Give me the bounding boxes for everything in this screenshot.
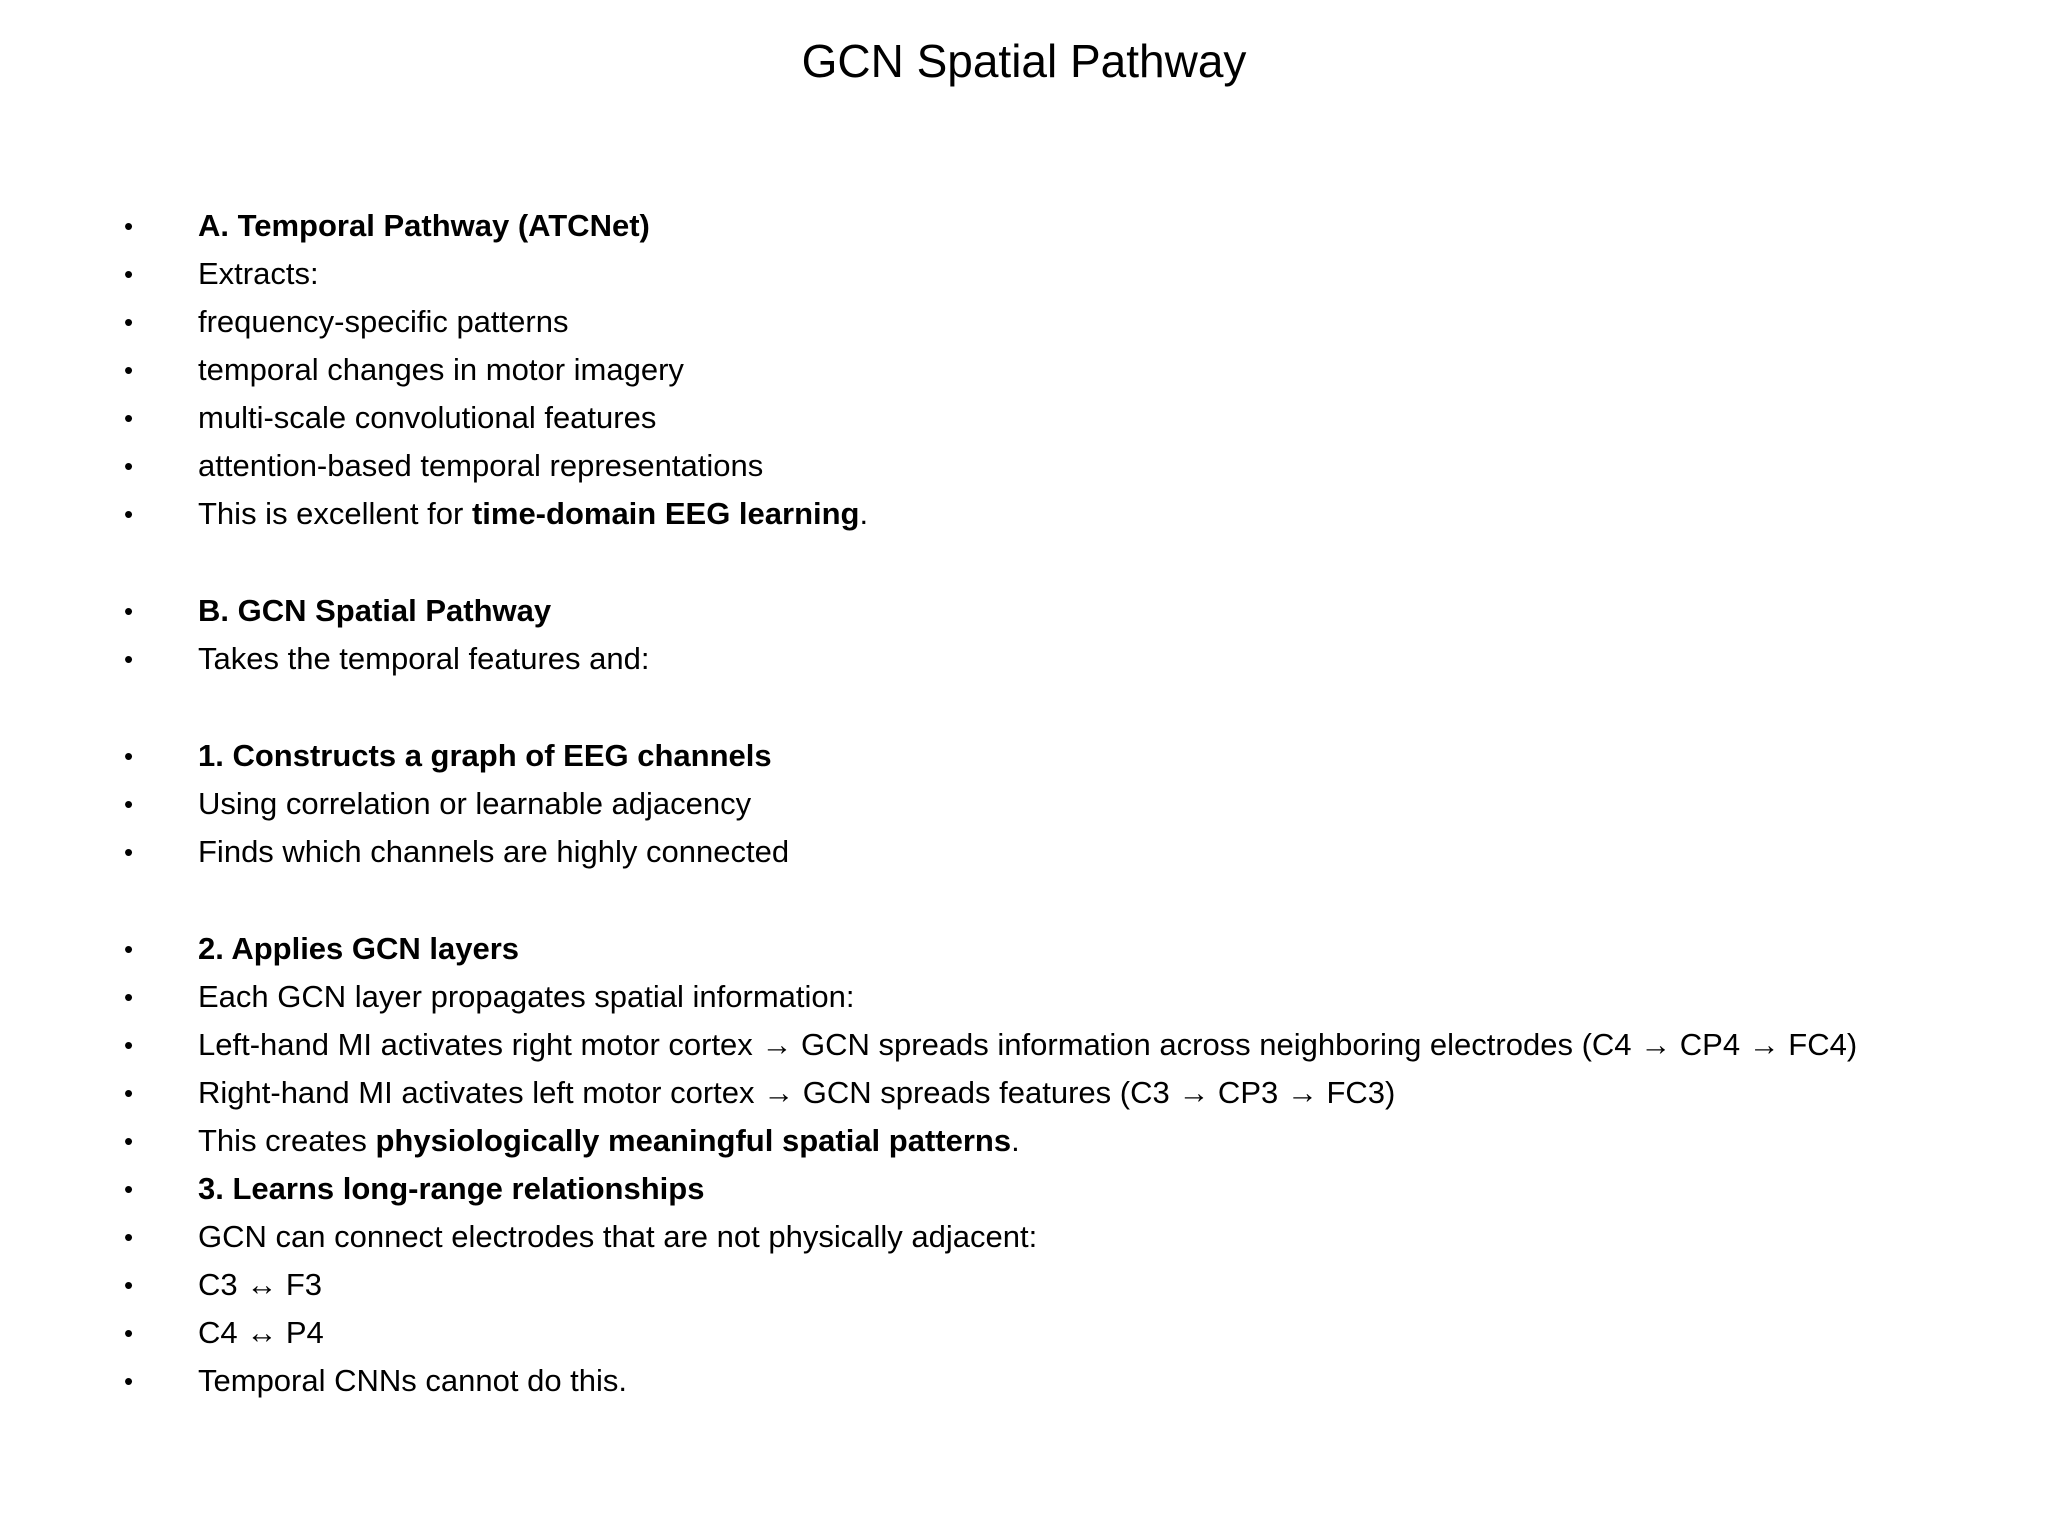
bold-text-segment: B. GCN Spatial Pathway bbox=[198, 593, 552, 628]
text-segment: temporal changes in motor imagery bbox=[198, 352, 684, 387]
bullet-item bbox=[0, 250, 2048, 298]
bullet-dot-icon: • bbox=[124, 1174, 134, 1204]
bold-text-segment: physiologically meaningful spatial patterns bbox=[375, 1123, 1012, 1158]
text-segment: This is excellent for bbox=[198, 496, 472, 531]
bullet-dot-icon: • bbox=[124, 355, 134, 385]
bullet-item bbox=[0, 1261, 2048, 1309]
bullet-text bbox=[198, 1261, 322, 1309]
bullet-text bbox=[198, 346, 684, 394]
bullet-dot-icon: • bbox=[124, 741, 134, 771]
bullet-text bbox=[198, 1309, 324, 1357]
bullet-text bbox=[198, 587, 551, 635]
bullet-dot-icon: • bbox=[124, 1270, 134, 1300]
bullet-dot-icon: • bbox=[124, 259, 134, 289]
bullet-item bbox=[0, 732, 2048, 780]
bullet-text bbox=[198, 1069, 1395, 1117]
text-segment: C4 ↔ P4 bbox=[198, 1315, 324, 1350]
text-segment: attention-based temporal representations bbox=[198, 448, 764, 483]
bullet-item bbox=[0, 490, 2048, 538]
text-segment: frequency-specific patterns bbox=[198, 304, 569, 339]
bullet-item bbox=[0, 973, 2048, 1021]
bullet-text bbox=[198, 973, 855, 1021]
text-segment: Using correlation or learnable adjacency bbox=[198, 786, 752, 821]
bullet-item bbox=[0, 1021, 2048, 1069]
text-segment: multi-scale convolutional features bbox=[198, 400, 657, 435]
bullet-item bbox=[0, 1213, 2048, 1261]
bullet-text bbox=[198, 442, 763, 490]
bullet-text bbox=[198, 780, 751, 828]
bullet-text bbox=[198, 925, 519, 973]
bullet-dot-icon: • bbox=[124, 1222, 134, 1252]
bullet-dot-icon: • bbox=[124, 403, 134, 433]
bullet-text bbox=[198, 1021, 1857, 1069]
bullet-item bbox=[0, 394, 2048, 442]
bold-text-segment: 2. Applies GCN layers bbox=[198, 931, 520, 966]
bullet-text bbox=[198, 250, 319, 298]
bullet-list bbox=[0, 202, 2048, 1405]
text-segment: . bbox=[859, 496, 869, 531]
bullet-dot-icon: • bbox=[124, 499, 134, 529]
bullet-dot-icon: • bbox=[124, 1078, 134, 1108]
bullet-item bbox=[0, 635, 2048, 683]
bullet-dot-icon: • bbox=[124, 982, 134, 1012]
text-segment: Temporal CNNs cannot do this. bbox=[198, 1363, 628, 1398]
slide-title: GCN Spatial Pathway bbox=[801, 35, 1247, 87]
bullet-dot-icon: • bbox=[124, 451, 134, 481]
bullet-item bbox=[0, 1309, 2048, 1357]
text-segment: Left-hand MI activates right motor cortex → GCN spreads information across neighboring electrodes (C4 → CP4 → FC4) bbox=[198, 1027, 1858, 1062]
bullet-text bbox=[198, 635, 649, 683]
bullet-text bbox=[198, 394, 656, 442]
bullet-dot-icon: • bbox=[124, 644, 134, 674]
bullet-item bbox=[0, 346, 2048, 394]
text-segment: Each GCN layer propagates spatial information: bbox=[198, 979, 855, 1014]
bullet-item bbox=[0, 298, 2048, 346]
bullet-dot-icon: • bbox=[124, 1318, 134, 1348]
bullet-dot-icon: • bbox=[124, 307, 134, 337]
bullet-item bbox=[0, 1117, 2048, 1165]
bullet-item bbox=[0, 202, 2048, 250]
bullet-text bbox=[198, 202, 650, 250]
bullet-item bbox=[0, 1357, 2048, 1405]
text-segment: GCN can connect electrodes that are not physically adjacent: bbox=[198, 1219, 1038, 1254]
bullet-item bbox=[0, 828, 2048, 876]
bullet-item bbox=[0, 1069, 2048, 1117]
text-segment: Right-hand MI activates left motor cortex → GCN spreads features (C3 → CP3 → FC3) bbox=[198, 1075, 1396, 1110]
bullet-item bbox=[0, 780, 2048, 828]
text-segment: This creates bbox=[198, 1123, 376, 1158]
bullet-dot-icon: • bbox=[124, 1030, 134, 1060]
bullet-text bbox=[198, 732, 772, 780]
bullet-text bbox=[198, 1165, 704, 1213]
bullet-item bbox=[0, 1165, 2048, 1213]
bold-text-segment: 1. Constructs a graph of EEG channels bbox=[198, 738, 772, 773]
text-segment: . bbox=[1011, 1123, 1020, 1158]
bullet-dot-icon: • bbox=[124, 1366, 134, 1396]
bullet-item bbox=[0, 587, 2048, 635]
bullet-text bbox=[198, 298, 568, 346]
bullet-dot-icon: • bbox=[124, 789, 134, 819]
bullet-text bbox=[198, 1213, 1037, 1261]
text-segment: Extracts: bbox=[198, 256, 319, 291]
bullet-item bbox=[0, 442, 2048, 490]
text-segment: C3 ↔ F3 bbox=[198, 1267, 323, 1302]
bullet-text bbox=[198, 828, 789, 876]
bold-text-segment: time-domain EEG learning bbox=[471, 496, 860, 531]
bullet-dot-icon: • bbox=[124, 1126, 134, 1156]
text-segment: Finds which channels are highly connected bbox=[198, 834, 790, 869]
bold-text-segment: A. Temporal Pathway (ATCNet) bbox=[198, 208, 650, 243]
bullet-dot-icon: • bbox=[124, 837, 134, 867]
bold-text-segment: 3. Learns long-range relationships bbox=[198, 1171, 705, 1206]
bullet-text bbox=[198, 1357, 627, 1405]
text-segment: Takes the temporal features and: bbox=[198, 641, 650, 676]
bullet-text bbox=[198, 1117, 1020, 1165]
bullet-item bbox=[0, 925, 2048, 973]
bullet-dot-icon: • bbox=[124, 596, 134, 626]
bullet-text bbox=[198, 490, 868, 538]
bullet-dot-icon: • bbox=[124, 934, 134, 964]
bullet-dot-icon: • bbox=[124, 211, 134, 241]
